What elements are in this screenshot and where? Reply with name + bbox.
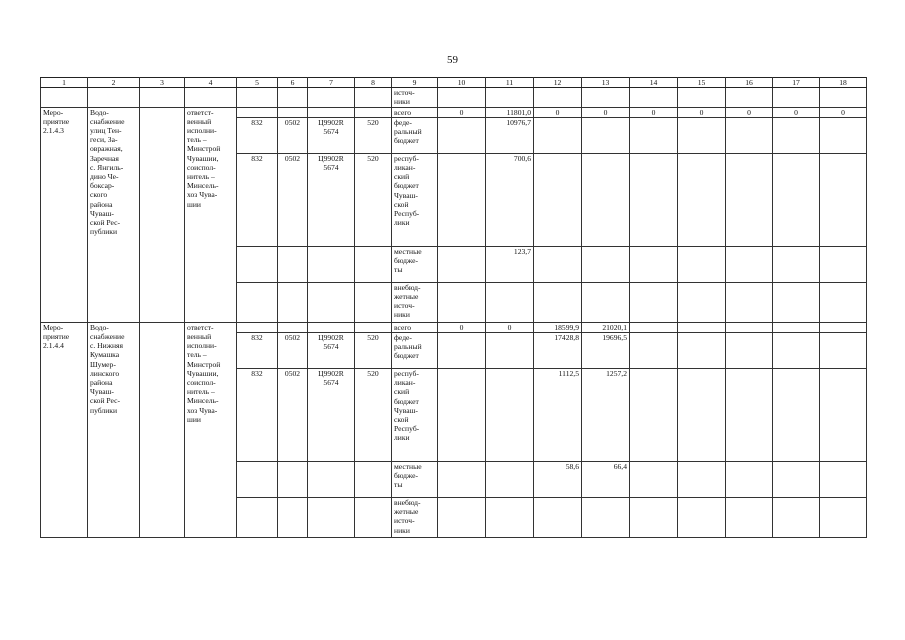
column-number: 5 (237, 78, 278, 88)
funding-value: 19696,5 (582, 333, 630, 369)
section-code (278, 322, 308, 332)
funding-source: местные бюдже- ты (392, 462, 438, 498)
funding-source: феде- ральный бюджет (392, 117, 438, 153)
column-number: 6 (278, 78, 308, 88)
empty-cell (308, 88, 355, 107)
column-number: 17 (773, 78, 820, 88)
column-number: 11 (486, 78, 534, 88)
empty-cell (486, 462, 534, 498)
section-code (278, 107, 308, 117)
target-article-code (308, 282, 355, 322)
funding-value: 17428,8 (534, 333, 582, 369)
table-body (41, 78, 867, 538)
column-number: 14 (630, 78, 678, 88)
empty-cell (630, 88, 678, 107)
empty-cell (773, 153, 820, 246)
column-number: 16 (726, 78, 773, 88)
page-number: 59 (447, 54, 458, 66)
column-number: 4 (185, 78, 237, 88)
funding-source: респуб- ликан- ский бюджет Чуваш- ской Респуб- лики (392, 369, 438, 462)
empty-cell (278, 88, 308, 107)
empty-cell (438, 498, 486, 538)
empty-cell (820, 498, 867, 538)
empty-cell (582, 88, 630, 107)
empty-cell (820, 282, 867, 322)
empty-cell (140, 107, 185, 322)
column-number: 7 (308, 78, 355, 88)
empty-cell (773, 333, 820, 369)
section-code (278, 498, 308, 538)
empty-cell (582, 153, 630, 246)
funding-source: респуб- ликан- ский бюджет Чуваш- ской Респуб- лики (392, 153, 438, 246)
target-article-code (308, 462, 355, 498)
funding-source: внебюд- жетные источ- ники (392, 498, 438, 538)
empty-cell (630, 117, 678, 153)
funding-value: 11801,0 (486, 107, 534, 117)
column-number: 8 (355, 78, 392, 88)
admin-code (237, 322, 278, 332)
expense-type-code: 520 (355, 333, 392, 369)
funding-source: местные бюдже- ты (392, 246, 438, 282)
section-code: 0502 (278, 369, 308, 462)
empty-cell (534, 153, 582, 246)
empty-cell (726, 462, 773, 498)
empty-cell (678, 282, 726, 322)
section-code: 0502 (278, 333, 308, 369)
empty-cell (726, 498, 773, 538)
empty-cell (726, 322, 773, 332)
funding-value: 0 (438, 322, 486, 332)
empty-cell (820, 88, 867, 107)
admin-code (237, 498, 278, 538)
empty-cell (726, 117, 773, 153)
empty-cell (582, 498, 630, 538)
expense-type-code (355, 107, 392, 117)
empty-cell (820, 462, 867, 498)
column-number: 9 (392, 78, 438, 88)
admin-code (237, 107, 278, 117)
funding-value: 1112,5 (534, 369, 582, 462)
empty-cell (678, 153, 726, 246)
funding-value: 10976,7 (486, 117, 534, 153)
section-code (278, 462, 308, 498)
empty-cell (486, 88, 534, 107)
funding-value: 0 (534, 107, 582, 117)
target-article-code (308, 107, 355, 117)
empty-cell (438, 369, 486, 462)
empty-cell (678, 498, 726, 538)
empty-cell (140, 322, 185, 537)
funding-value: 18599,9 (534, 322, 582, 332)
empty-cell (582, 246, 630, 282)
empty-cell (355, 88, 392, 107)
funding-source: всего (392, 107, 438, 117)
admin-code: 832 (237, 117, 278, 153)
empty-cell (678, 246, 726, 282)
section-code: 0502 (278, 117, 308, 153)
empty-cell (582, 117, 630, 153)
continuation-row (41, 88, 867, 107)
target-article-code (308, 246, 355, 282)
expense-type-code (355, 282, 392, 322)
funding-value: 58,6 (534, 462, 582, 498)
funding-value: 0 (726, 107, 773, 117)
empty-cell (726, 246, 773, 282)
empty-cell (534, 88, 582, 107)
empty-cell (438, 153, 486, 246)
funding-source: феде- ральный бюджет (392, 333, 438, 369)
empty-cell (630, 322, 678, 332)
expense-type-code (355, 462, 392, 498)
funding-value: 0 (820, 107, 867, 117)
section-code (278, 246, 308, 282)
funding-source: источ- ники (392, 88, 438, 107)
empty-cell (486, 333, 534, 369)
target-article-code: Ц9902R 5674 (308, 153, 355, 246)
empty-cell (630, 282, 678, 322)
empty-cell (486, 369, 534, 462)
empty-cell (534, 117, 582, 153)
empty-cell (630, 498, 678, 538)
empty-cell (438, 117, 486, 153)
empty-cell (534, 246, 582, 282)
measure-name: Водо- снабжение улиц Тен- геси, За- овражная, Заречная с. Янгиль- дино Че- боксар- ского района Чуваш- ской Рес- публики (88, 107, 140, 322)
empty-cell (773, 322, 820, 332)
column-number: 1 (41, 78, 88, 88)
empty-cell (726, 153, 773, 246)
empty-cell (726, 88, 773, 107)
expense-type-code (355, 322, 392, 332)
empty-cell (438, 88, 486, 107)
empty-cell (438, 333, 486, 369)
table-row (41, 322, 867, 332)
empty-cell (726, 333, 773, 369)
empty-cell (630, 462, 678, 498)
empty-cell (185, 88, 237, 107)
target-article-code (308, 498, 355, 538)
empty-cell (534, 282, 582, 322)
empty-cell (582, 282, 630, 322)
empty-cell (820, 322, 867, 332)
empty-cell (534, 498, 582, 538)
expense-type-code: 520 (355, 153, 392, 246)
funding-value: 0 (678, 107, 726, 117)
funding-source: всего (392, 322, 438, 332)
empty-cell (486, 498, 534, 538)
empty-cell (140, 88, 185, 107)
funding-source: внебюд- жетные источ- ники (392, 282, 438, 322)
admin-code (237, 462, 278, 498)
empty-cell (820, 333, 867, 369)
empty-cell (773, 498, 820, 538)
expense-type-code (355, 246, 392, 282)
empty-cell (820, 369, 867, 462)
empty-cell (773, 462, 820, 498)
column-number-row (41, 78, 867, 88)
empty-cell (88, 88, 140, 107)
column-number: 13 (582, 78, 630, 88)
measure-name: Водо- снабжение с. Нижняя Кумашка Шумер- линского района Чуваш- ской Рес- публики (88, 322, 140, 537)
measure-id: Меро- приятие 2.1.4.3 (41, 107, 88, 322)
expense-type-code: 520 (355, 369, 392, 462)
measure-executor: ответст- венный исполни- тель – Минстрой Чувашии, соиспол- нитель – Минсель- хоз Чува- шии (185, 107, 237, 322)
column-number: 10 (438, 78, 486, 88)
target-article-code (308, 322, 355, 332)
empty-cell (820, 246, 867, 282)
empty-cell (678, 333, 726, 369)
funding-value: 0 (438, 107, 486, 117)
funding-value: 66,4 (582, 462, 630, 498)
empty-cell (237, 88, 278, 107)
empty-cell (630, 369, 678, 462)
admin-code: 832 (237, 153, 278, 246)
admin-code: 832 (237, 369, 278, 462)
budget-table (40, 77, 867, 538)
empty-cell (678, 88, 726, 107)
table-row (41, 107, 867, 117)
admin-code (237, 246, 278, 282)
empty-cell (773, 246, 820, 282)
empty-cell (41, 88, 88, 107)
empty-cell (773, 282, 820, 322)
funding-value: 700,6 (486, 153, 534, 246)
column-number: 12 (534, 78, 582, 88)
empty-cell (486, 282, 534, 322)
target-article-code: Ц9902R 5674 (308, 333, 355, 369)
empty-cell (820, 117, 867, 153)
measure-id: Меро- приятие 2.1.4.4 (41, 322, 88, 537)
empty-cell (773, 369, 820, 462)
section-code (278, 282, 308, 322)
column-number: 18 (820, 78, 867, 88)
target-article-code: Ц9902R 5674 (308, 117, 355, 153)
empty-cell (678, 117, 726, 153)
admin-code: 832 (237, 333, 278, 369)
measure-executor: ответст- венный исполни- тель – Минстрой Чувашии, соиспол- нитель – Минсель- хоз Чува- шии (185, 322, 237, 537)
empty-cell (438, 246, 486, 282)
expense-type-code: 520 (355, 117, 392, 153)
empty-cell (438, 282, 486, 322)
section-code: 0502 (278, 153, 308, 246)
funding-value: 21020,1 (582, 322, 630, 332)
empty-cell (773, 88, 820, 107)
empty-cell (630, 333, 678, 369)
target-article-code: Ц9902R 5674 (308, 369, 355, 462)
empty-cell (630, 153, 678, 246)
empty-cell (773, 117, 820, 153)
empty-cell (678, 369, 726, 462)
empty-cell (678, 322, 726, 332)
expense-type-code (355, 498, 392, 538)
funding-value: 0 (486, 322, 534, 332)
column-number: 3 (140, 78, 185, 88)
funding-value: 123,7 (486, 246, 534, 282)
empty-cell (438, 462, 486, 498)
admin-code (237, 282, 278, 322)
empty-cell (678, 462, 726, 498)
empty-cell (726, 369, 773, 462)
funding-value: 1257,2 (582, 369, 630, 462)
empty-cell (630, 246, 678, 282)
funding-value: 0 (582, 107, 630, 117)
column-number: 15 (678, 78, 726, 88)
funding-value: 0 (773, 107, 820, 117)
empty-cell (726, 282, 773, 322)
empty-cell (820, 153, 867, 246)
column-number: 2 (88, 78, 140, 88)
funding-value: 0 (630, 107, 678, 117)
